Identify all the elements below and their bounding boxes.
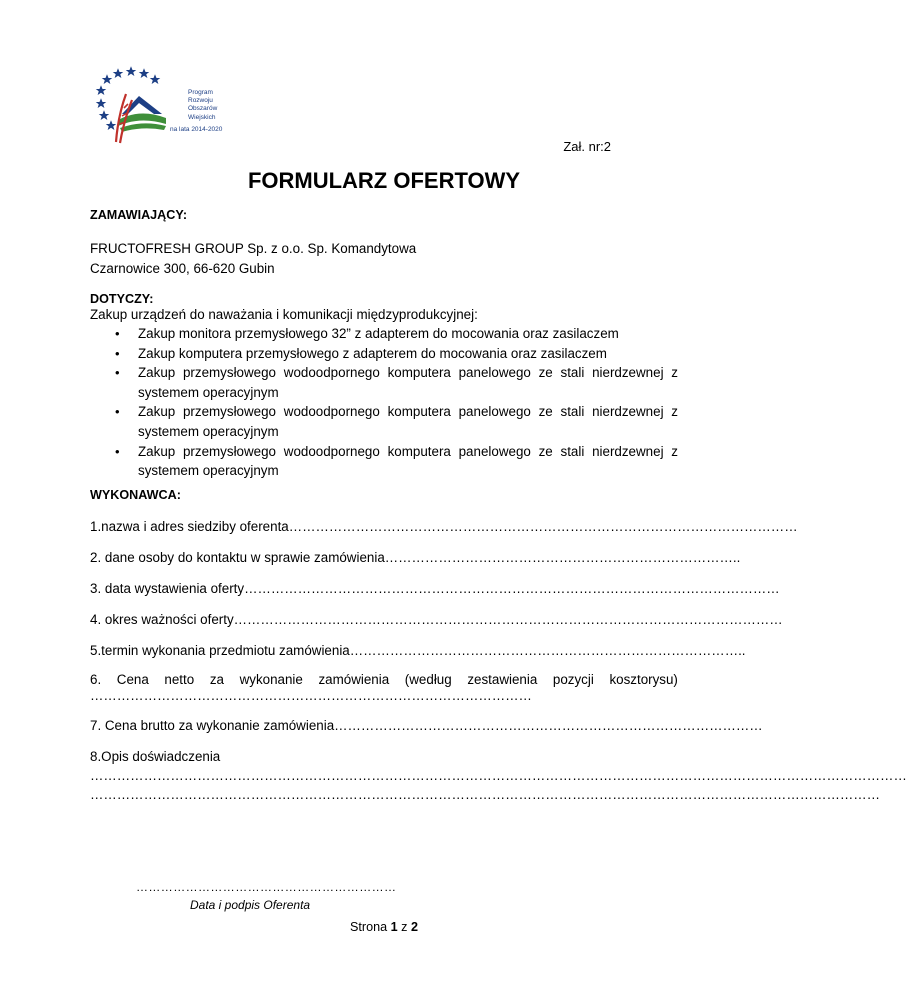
logo-line: Obszarów <box>188 105 218 113</box>
contractor-field-contact: 2. dane osoby do kontaktu w sprawie zamówienia…………………………………………………………………….. <box>90 550 741 565</box>
net-price-word: za <box>209 672 224 687</box>
prow-logo <box>92 68 232 150</box>
page-total: 2 <box>410 920 418 934</box>
subject-item: • Zakup przemysłowego wodoodpornego komputera panelowego ze stali nierdzewnej z systemem operacyjnym <box>90 402 678 441</box>
orderer-name: FRUCTOFRESH GROUP Sp. z o.o. Sp. Komandytowa <box>90 241 417 256</box>
subject-item: • Zakup przemysłowego wodoodpornego komputera panelowego ze stali nierdzewnej z systemem operacyjnym <box>90 363 678 402</box>
experience-dots-1: ………………………………………………………………………………………………………………………………………………………………… <box>90 768 907 783</box>
contractor-field-validity: 4. okres ważności oferty…………………………………………………………………………………………………………… <box>90 612 783 627</box>
net-price-word: pozycji <box>552 672 594 687</box>
net-price-word: netto <box>164 672 195 687</box>
page-prefix: Strona <box>350 920 391 934</box>
subject-intro: Zakup urządzeń do naważania i komunikacji międzyprodukcyjnej: <box>90 307 478 322</box>
orderer-address: Czarnowice 300, 66-620 Gubin <box>90 261 275 276</box>
contractor-field-deadline: 5.termin wykonania przedmiotu zamówienia…………………………………………………………………………….. <box>90 643 746 658</box>
subject-label: DOTYCZY: <box>90 292 154 306</box>
logo-line: Rozwoju <box>188 97 213 105</box>
experience-label: 8.Opis doświadczenia <box>90 749 221 764</box>
subject-item: • Zakup przemysłowego wodoodpornego komputera panelowego ze stali nierdzewnej z systemem operacyjnym <box>90 442 678 481</box>
page-current: 1 <box>390 920 398 934</box>
subject-item: • Zakup monitora przemysłowego 32” z adapterem do mocowania oraz zasilaczem <box>90 324 678 344</box>
contractor-field-offer-date: 3. data wystawienia oferty………………………………………………………………………………………………………… <box>90 581 780 596</box>
experience-dots-2: …………………………………………………………………………………………………………………………………………………………… <box>90 787 881 802</box>
net-price-word: wykonanie <box>239 672 303 687</box>
net-price-word: zestawienia <box>467 672 538 687</box>
orderer-label: ZAMAWIAJĄCY: <box>90 208 188 222</box>
logo-line: Wiejskich <box>188 113 216 121</box>
signature-caption: Data i podpis Oferenta <box>190 898 311 912</box>
page-sep: z <box>397 920 411 934</box>
net-price-dots: ……………………………………………………………………………………… <box>90 688 532 703</box>
document-title: FORMULARZ OFERTOWY <box>247 168 521 193</box>
subject-item: • Zakup komputera przemysłowego z adapterem do mocowania oraz zasilaczem <box>90 344 678 364</box>
net-price-word: 6. <box>90 672 102 687</box>
signature-line: ……………………………………………………… <box>136 880 397 894</box>
page-number <box>0 920 768 934</box>
contractor-label: WYKONAWCA: <box>90 488 181 502</box>
logo-line: Program <box>188 89 213 96</box>
annex-label: Zał. nr:2 <box>563 139 611 154</box>
net-price-word: Cena <box>116 672 149 687</box>
logo-text <box>188 89 217 122</box>
prow-logo-icon <box>92 68 182 148</box>
net-price-row <box>90 672 678 687</box>
contractor-field-name: 1.nazwa i adres siedziby oferenta…………………………………………………………………………………………………… <box>90 519 798 534</box>
subject-list <box>90 324 678 481</box>
contractor-field-gross-price: 7. Cena brutto za wykonanie zamówienia…………………………………………………………………………………… <box>90 718 763 733</box>
logo-years: na lata 2014-2020 <box>170 126 223 133</box>
net-price-word: kosztorysu) <box>609 672 678 687</box>
net-price-word: zamówienia <box>318 672 390 687</box>
net-price-word: (według <box>404 672 452 687</box>
